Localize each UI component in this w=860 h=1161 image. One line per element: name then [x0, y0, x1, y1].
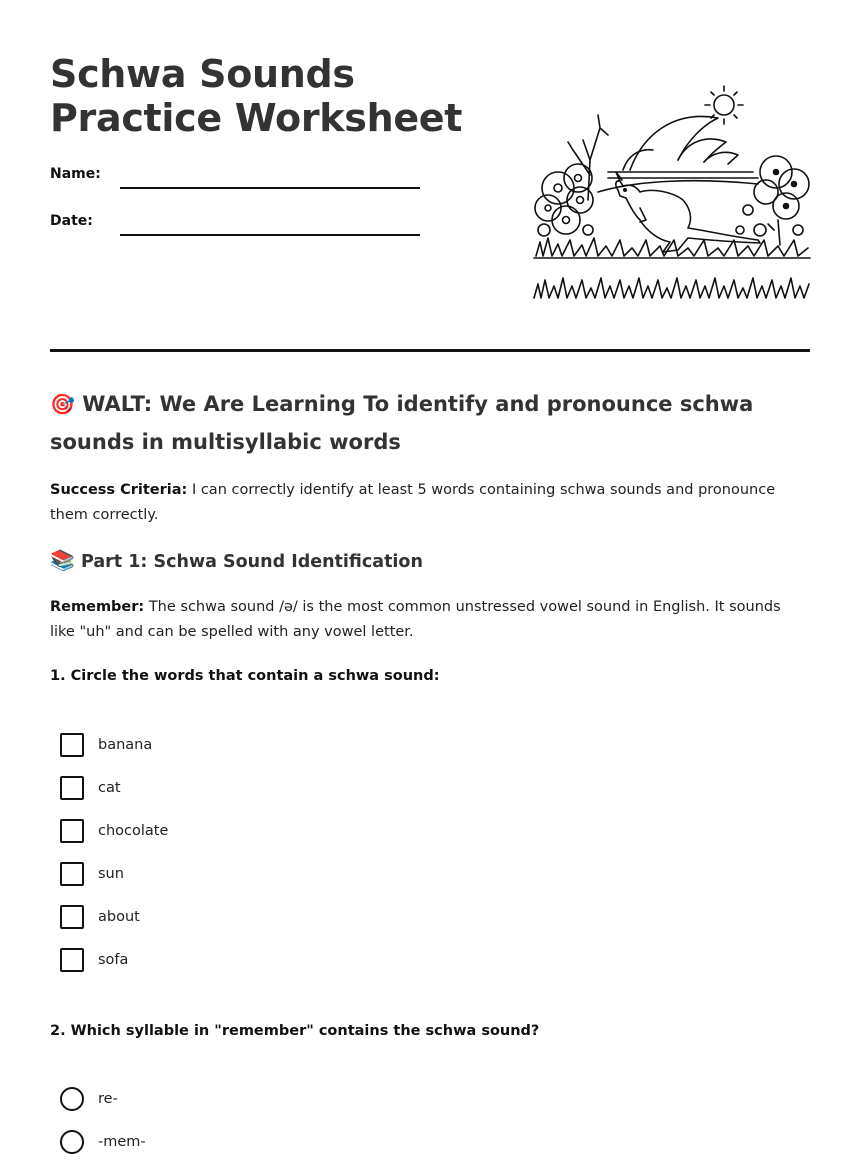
- success-criteria-text: I can correctly identify at least 5 words containing schwa sounds and pronounce them correctly.: [50, 482, 776, 523]
- name-label: Name:: [50, 166, 101, 182]
- remember-note: [50, 595, 810, 645]
- option-sun[interactable]: [60, 862, 124, 886]
- option-label: banana: [98, 737, 153, 753]
- checkbox[interactable]: [60, 733, 84, 757]
- part1-title: Part 1: Schwa Sound Identification: [81, 552, 423, 572]
- checkbox[interactable]: [60, 819, 84, 843]
- name-field[interactable]: [120, 187, 420, 189]
- question-1: 1. Circle the words that contain a schwa sound:: [50, 668, 440, 684]
- remember-text: The schwa sound /ə/ is the most common unstressed vowel sound in English. It sounds like "uh" and can be spelled with any vowel letter.: [50, 599, 781, 640]
- option-label: chocolate: [98, 823, 169, 839]
- part1-heading: [50, 548, 423, 572]
- target-icon: 🎯: [50, 392, 75, 416]
- option-about[interactable]: [60, 905, 140, 929]
- radio-button[interactable]: [60, 1087, 84, 1111]
- checkbox[interactable]: [60, 948, 84, 972]
- checkbox[interactable]: [60, 905, 84, 929]
- landscape-illustration-icon: [528, 80, 813, 305]
- option-label: cat: [98, 780, 121, 796]
- section-divider: [50, 349, 810, 352]
- sun-icon: [705, 86, 743, 124]
- walt-heading: [50, 385, 790, 461]
- option-label: sun: [98, 866, 124, 882]
- option-label: re-: [98, 1091, 118, 1107]
- walt-text: WALT: We Are Learning To identify and pronounce schwa sounds in multisyllabic words: [50, 392, 754, 454]
- option-sofa[interactable]: [60, 948, 128, 972]
- option-label: -mem-: [98, 1134, 146, 1150]
- question-2: 2. Which syllable in "remember" contains the schwa sound?: [50, 1023, 540, 1039]
- option-mem[interactable]: [60, 1130, 146, 1154]
- checkbox[interactable]: [60, 862, 84, 886]
- radio-button[interactable]: [60, 1130, 84, 1154]
- checkbox[interactable]: [60, 776, 84, 800]
- option-label: sofa: [98, 952, 129, 968]
- success-criteria-label: Success Criteria:: [50, 482, 188, 498]
- worksheet-title: Schwa Sounds Practice Worksheet: [50, 52, 463, 140]
- option-label: about: [98, 909, 140, 925]
- date-label: Date:: [50, 213, 93, 229]
- date-field[interactable]: [120, 234, 420, 236]
- option-re[interactable]: [60, 1087, 118, 1111]
- success-criteria: [50, 478, 810, 528]
- option-banana[interactable]: [60, 733, 152, 757]
- remember-label: Remember:: [50, 599, 145, 615]
- option-chocolate[interactable]: [60, 819, 168, 843]
- books-icon: 📚: [50, 548, 75, 572]
- option-cat[interactable]: [60, 776, 121, 800]
